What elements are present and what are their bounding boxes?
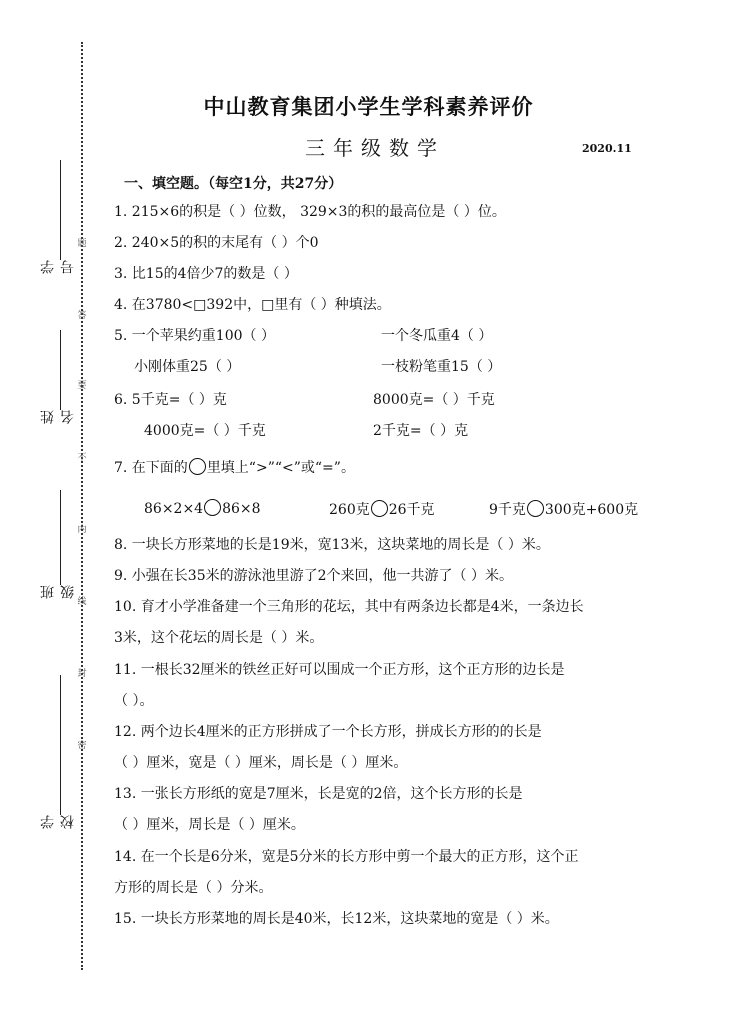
seal-notice-char: 封 — [77, 669, 87, 679]
question-14-line-1: 14. 在一个长是6分米，宽是5分米的长方形中剪一个最大的正方形，这个正 — [114, 849, 579, 865]
question-7-suffix: 里填上“>”“<”或“=”。 — [206, 460, 355, 476]
question-5-melon: 一个冬瓜重4（ ） — [381, 328, 493, 344]
class-label: 班级 — [40, 585, 76, 599]
question-7-prefix: 7. 在下面的 — [114, 460, 188, 476]
question-4: 4. 在3780<□392中，□里有（ ）种填法。 — [114, 297, 391, 313]
question-11-line-1: 11. 一根长32厘米的铁丝正好可以围成一个正方形，这个正方形的边长是 — [114, 662, 565, 678]
compare-circle-icon[interactable] — [371, 500, 388, 517]
question-1: 1. 215×6的积是（ ）位数， 329×3的积的最高位是（ ）位。 — [114, 204, 506, 220]
school-label: 学校 — [40, 815, 76, 829]
question-7-item-a — [144, 499, 261, 517]
student-id-label: 学号 — [40, 260, 76, 274]
question-10-line-2: 3米，这个花坛的周长是（ ）米。 — [114, 630, 324, 646]
seal-notice-char: 题 — [77, 239, 87, 249]
question-11-line-2: （ ）。 — [114, 693, 154, 709]
page-title: 中山教育集团小学生学科素养评价 — [203, 95, 534, 119]
question-7-item-b — [329, 499, 435, 519]
question-12-line-2: （ ）厘米，宽是（ ）厘米，周长是（ ）厘米。 — [114, 755, 408, 771]
question-5-apple: 5. 一个苹果约重100（ ） — [114, 328, 275, 344]
question-9: 9. 小强在长35米的游泳池里游了2个来回，他一共游了（ ）米。 — [114, 568, 513, 584]
compare-left: 86×2×4 — [144, 501, 204, 517]
page-subtitle: 三年级数学 — [305, 136, 445, 160]
seal-notice-char: 内 — [77, 525, 87, 535]
class-line[interactable] — [60, 490, 61, 585]
question-7-item-c — [489, 499, 638, 519]
compare-circle-icon[interactable] — [527, 500, 544, 517]
name-line[interactable] — [60, 330, 61, 410]
seal-notice-char: 不 — [77, 453, 87, 463]
compare-right: 26千克 — [388, 502, 435, 518]
question-13-line-1: 13. 一张长方形纸的宽是7厘米，长是宽的2倍，这个长方形的长是 — [114, 786, 523, 802]
question-6-c: 4000克=（ ）千克 — [144, 423, 266, 439]
question-7 — [114, 457, 355, 477]
section-heading-fill-in: 一、填空题。（每空1分，共27分） — [124, 176, 343, 192]
name-label: 姓名 — [40, 410, 76, 424]
student-id-line[interactable] — [60, 160, 61, 260]
binding-strip — [0, 0, 100, 1021]
compare-circle-icon[interactable] — [204, 499, 221, 516]
question-6-d: 2千克=（ ）克 — [373, 423, 469, 439]
question-15: 15. 一块长方形菜地的周长是40米，长12米，这块菜地的宽是（ ）米。 — [114, 911, 559, 927]
question-8: 8. 一块长方形菜地的长是19米，宽13米，这块菜地的周长是（ ）米。 — [114, 537, 550, 553]
question-5-chalk: 一枝粉笔重15（ ） — [381, 359, 502, 375]
seal-notice-char: 线 — [77, 597, 87, 607]
compare-right: 300克+600克 — [544, 502, 639, 518]
compare-left: 9千克 — [489, 502, 526, 518]
question-5-body-weight: 小刚体重25（ ） — [134, 359, 241, 375]
question-14-line-2: 方形的周长是（ ）分米。 — [114, 880, 273, 896]
question-3: 3. 比15的4倍少7的数是（ ） — [114, 266, 298, 282]
compare-right: 86×8 — [222, 501, 261, 517]
question-6-a: 6. 5千克=（ ）克 — [114, 392, 227, 408]
compare-left: 260克 — [329, 502, 370, 518]
seal-dotted-line — [81, 42, 83, 970]
school-line[interactable] — [60, 675, 61, 815]
question-12-line-1: 12. 两个边长4厘米的正方形拼成了一个长方形，拼成长方形的的长是 — [114, 724, 542, 740]
question-6-b: 8000克=（ ）千克 — [373, 392, 495, 408]
seal-notice-char: 答 — [77, 311, 87, 321]
question-13-line-2: （ ）厘米，周长是（ ）厘米。 — [114, 817, 305, 833]
compare-circle-icon — [189, 458, 206, 475]
seal-notice-char: 要 — [77, 381, 87, 391]
seal-notice-char: 密 — [77, 741, 87, 751]
question-2: 2. 240×5的积的末尾有（ ）个0 — [114, 235, 319, 251]
question-10-line-1: 10. 育才小学准备建一个三角形的花坛，其中有两条边长都是4米，一条边长 — [114, 599, 584, 615]
exam-date: 2020.11 — [582, 142, 632, 155]
